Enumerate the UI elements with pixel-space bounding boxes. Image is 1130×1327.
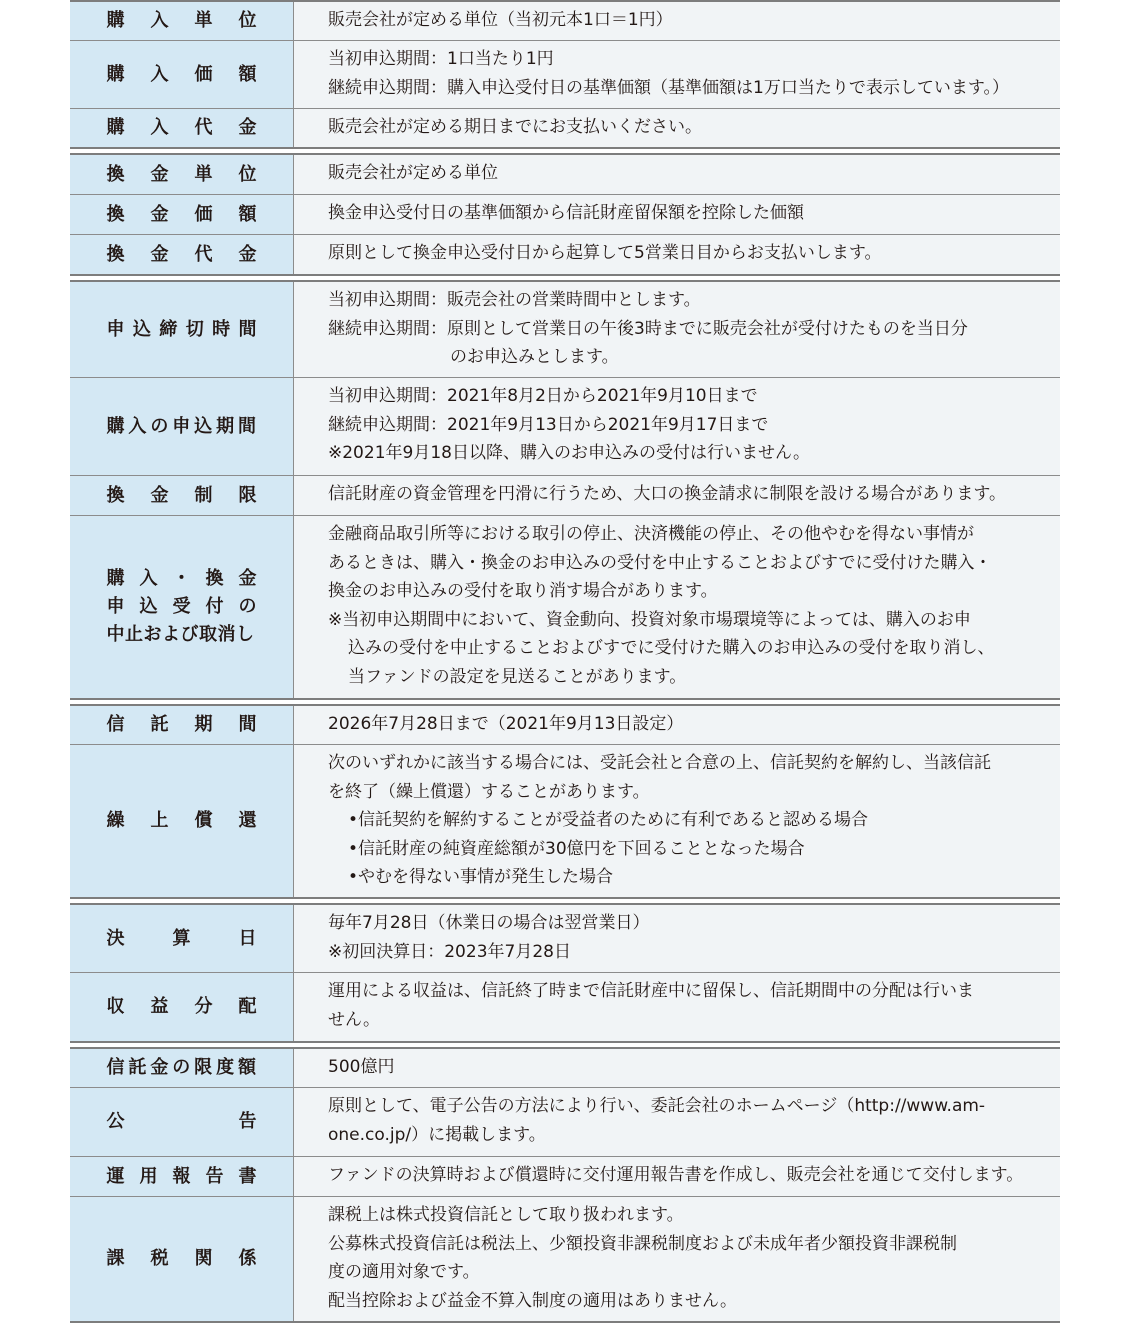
table-row xyxy=(70,972,1060,1041)
row-label-line: 課税関係 xyxy=(106,1248,257,1269)
table-row xyxy=(70,744,1060,897)
row-label-line: 運用報告書 xyxy=(106,1165,257,1187)
table-row xyxy=(70,475,1060,515)
row-label xyxy=(70,905,294,972)
row-label-line: 信託金の限度額 xyxy=(106,1057,257,1078)
row-value-line: 原則として、電子公告の方法により行い、委託会社のホームページ（http://www.am- xyxy=(328,1096,986,1116)
row-value-line: 継続申込期間：購入申込受付日の基準価額（基準価額は1万口当たりで表示しています。） xyxy=(328,77,1009,98)
row-value-line: ※初回決算日：2023年7月28日 xyxy=(328,941,571,962)
table-row xyxy=(70,515,1060,698)
row-value-line: 販売会社が定める単位（当初元本1口＝1円） xyxy=(328,10,673,30)
row-label-line: 購入・換金 xyxy=(106,568,257,589)
row-value-line: ※2021年9月18日以降、購入のお申込みの受付は行いません。 xyxy=(328,443,810,463)
row-value-line: 換金申込受付日の基準価額から信託財産留保額を控除した価額 xyxy=(328,203,804,223)
row-label-line: 購入の申込期間 xyxy=(106,415,257,437)
row-label xyxy=(70,476,294,515)
row-value-line: 当ファンドの設定を見送ることがあります。 xyxy=(348,666,687,687)
row-label xyxy=(70,745,294,897)
row-value-line: 配当控除および益金不算入制度の適用はありません。 xyxy=(328,1290,738,1311)
table-row xyxy=(70,108,1060,147)
table-row xyxy=(70,1196,1060,1321)
row-value-line: 課税上は株式投資信託として取り扱われます。 xyxy=(328,1205,684,1225)
table-row xyxy=(70,706,1060,744)
table-row xyxy=(70,2,1060,40)
row-value-line: あるときは、購入・換金のお申込みの受付を中止することおよびすでに受付けた購入・ xyxy=(328,552,992,573)
table-group xyxy=(70,0,1060,149)
row-value-line: 次のいずれかに該当する場合には、受託会社と合意の上、信託契約を解約し、当該信託 xyxy=(328,753,991,773)
row-value-line: 継続申込期間：2021年9月13日から2021年9月17日まで xyxy=(328,414,769,435)
row-label xyxy=(70,378,294,475)
row-value xyxy=(294,2,1060,40)
row-value-line: •やむを得ない事情が発生した場合 xyxy=(348,867,614,887)
row-label xyxy=(70,1088,294,1156)
row-value-line: を終了（繰上償還）することがあります。 xyxy=(328,781,650,802)
row-value-line: 原則として換金申込受付日から起算して5営業日目からお支払いします。 xyxy=(328,243,882,263)
row-value xyxy=(294,282,1060,377)
row-value-line: 販売会社が定める単位 xyxy=(328,163,498,183)
row-label-line: 購入価額 xyxy=(106,63,257,85)
row-label xyxy=(70,973,294,1041)
row-value-line: 信託財産の資金管理を円滑に行うため、大口の換金請求に制限を設ける場合があります。 xyxy=(328,484,1006,504)
row-value xyxy=(294,109,1060,147)
table-row xyxy=(70,1049,1060,1087)
row-value xyxy=(294,155,1060,194)
row-label-line: 申込締切時間 xyxy=(106,318,257,340)
table-row xyxy=(70,1156,1060,1196)
table-group xyxy=(70,903,1060,1043)
row-value-line: 当初申込期間：2021年8月2日から2021年9月10日まで xyxy=(328,386,758,406)
row-label-line: 繰上償還 xyxy=(106,810,257,831)
row-value-line: one.co.jp/）に掲載します。 xyxy=(328,1124,546,1145)
row-value-line: ※当初申込期間中において、資金動向、投資対象市場環境等によっては、購入のお申 xyxy=(328,609,971,630)
row-value-line: 販売会社が定める期日までにお支払いください。 xyxy=(328,117,702,137)
row-value xyxy=(294,1157,1060,1196)
row-label xyxy=(70,109,294,147)
row-label xyxy=(70,195,294,234)
row-value-line: 度の適用対象です。 xyxy=(328,1262,480,1282)
row-value-line: 当初申込期間：販売会社の営業時間中とします。 xyxy=(328,290,701,310)
row-value-line: 運用による収益は、信託終了時まで信託財産中に留保し、信託期間中の分配は行いま xyxy=(328,981,974,1001)
row-value xyxy=(294,745,1060,897)
row-value-line: 継続申込期間：原則として営業日の午後3時までに販売会社が受付けたものを当日分 xyxy=(328,318,968,339)
table-row xyxy=(70,194,1060,234)
row-value xyxy=(294,1049,1060,1087)
row-value xyxy=(294,905,1060,972)
table-row xyxy=(70,155,1060,194)
table-row xyxy=(70,377,1060,475)
row-label-line: 購入単位 xyxy=(106,10,257,31)
table-row xyxy=(70,1087,1060,1156)
table-group xyxy=(70,704,1060,899)
row-value-line: 換金のお申込みの受付を取り消す場合があります。 xyxy=(328,581,718,601)
row-label-line: 換金代金 xyxy=(106,243,257,265)
row-label xyxy=(70,282,294,377)
row-value-line: せん。 xyxy=(328,1009,381,1030)
table-row xyxy=(70,282,1060,377)
table-row xyxy=(70,40,1060,108)
row-label xyxy=(70,1049,294,1087)
row-value xyxy=(294,195,1060,234)
row-label-line: 決算日 xyxy=(106,927,257,949)
row-value-line: 500億円 xyxy=(328,1057,395,1077)
table-group xyxy=(70,280,1060,700)
row-value xyxy=(294,973,1060,1041)
row-label-line: 換金価額 xyxy=(106,203,257,225)
row-label xyxy=(70,516,294,698)
row-value-line: 2026年7月28日まで（2021年9月13日設定） xyxy=(328,714,684,734)
row-value-line: 込みの受付を中止することおよびすでに受付けた購入のお申込みの受付を取り消し、 xyxy=(348,638,995,658)
row-value xyxy=(294,235,1060,274)
row-label xyxy=(70,41,294,108)
row-value xyxy=(294,1088,1060,1156)
row-label xyxy=(70,155,294,194)
row-value-line: 毎年7月28日（休業日の場合は翌営業日） xyxy=(328,913,650,933)
row-label-line: 中止および取消し xyxy=(106,624,255,645)
row-value xyxy=(294,706,1060,744)
row-label-line: 換金単位 xyxy=(106,163,257,185)
row-value xyxy=(294,1197,1060,1321)
row-value-line: ファンドの決算時および償還時に交付運用報告書を作成し、販売会社を通じて交付します。 xyxy=(328,1165,1024,1185)
row-label-line: 収益分配 xyxy=(106,996,257,1017)
table-group xyxy=(70,153,1060,276)
row-label xyxy=(70,235,294,274)
row-label-line: 購入代金 xyxy=(106,117,257,138)
row-label xyxy=(70,1197,294,1321)
row-value-line: のお申込みとします。 xyxy=(450,347,619,367)
row-value-line: 公募株式投資信託は税法上、少額投資非課税制度および未成年者少額投資非課税制 xyxy=(328,1233,957,1254)
row-value xyxy=(294,516,1060,698)
row-label-line: 換金制限 xyxy=(106,484,257,506)
row-label-line: 公告 xyxy=(106,1111,257,1132)
row-value-line: 金融商品取引所等における取引の停止、決済機能の停止、その他やむを得ない事情が xyxy=(328,524,974,544)
row-value-line: •信託財産の純資産総額が30億円を下回ることとなった場合 xyxy=(348,838,805,859)
row-value-line: •信託契約を解約することが受益者のために有利であると認める場合 xyxy=(348,810,869,830)
row-label-line: 信託期間 xyxy=(106,714,257,735)
row-value-line: 当初申込期間：1口当たり1円 xyxy=(328,49,554,69)
row-value xyxy=(294,378,1060,475)
row-label xyxy=(70,1157,294,1196)
row-value xyxy=(294,476,1060,515)
table-group xyxy=(70,1047,1060,1323)
table-row xyxy=(70,905,1060,972)
row-label-line: 申込受付の xyxy=(106,596,257,617)
fund-terms-table xyxy=(70,0,1060,1327)
row-label xyxy=(70,2,294,40)
row-value xyxy=(294,41,1060,108)
table-row xyxy=(70,234,1060,274)
row-label xyxy=(70,706,294,744)
